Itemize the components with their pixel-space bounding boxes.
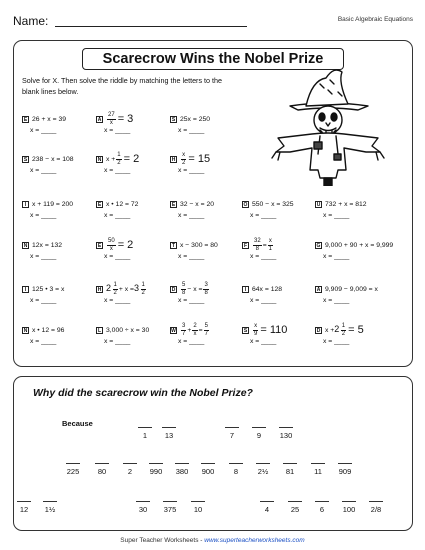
blank-number: 30 bbox=[138, 505, 148, 514]
equation-text: 25x = 250 bbox=[180, 115, 211, 123]
equation-text: 238 − x = 108 bbox=[32, 155, 74, 163]
equation-text: 12x = 132 bbox=[32, 241, 63, 249]
fraction-denominator: 7 bbox=[204, 330, 208, 337]
answer-blank[interactable]: x = ____ bbox=[250, 212, 277, 219]
equation-text: x − 300 = 80 bbox=[180, 241, 218, 249]
name-label: Name: bbox=[13, 14, 49, 28]
blank-number: 2½ bbox=[257, 467, 269, 476]
equation bbox=[315, 197, 367, 211]
riddle-blank[interactable] bbox=[17, 501, 31, 525]
footer bbox=[0, 537, 425, 544]
equation-text: = 110 bbox=[260, 324, 288, 336]
equation-text: 64x = 128 bbox=[252, 285, 283, 293]
blank-line bbox=[66, 463, 80, 464]
riddle-blank[interactable] bbox=[288, 501, 302, 525]
answer-blank[interactable]: x = ____ bbox=[250, 297, 277, 304]
letter-box: U bbox=[316, 201, 321, 208]
equation bbox=[315, 323, 365, 337]
answer-blank[interactable]: x = ____ bbox=[178, 127, 205, 134]
blank-number: 13 bbox=[164, 431, 174, 440]
fraction bbox=[253, 238, 262, 252]
letter-box: G bbox=[316, 242, 321, 249]
equation bbox=[242, 282, 282, 296]
blank-line bbox=[279, 427, 293, 428]
letter-box: I bbox=[22, 201, 29, 208]
blank-number: 130 bbox=[279, 431, 293, 440]
equation bbox=[22, 323, 64, 337]
equation-text: x + bbox=[106, 155, 116, 163]
blank-number: 990 bbox=[149, 467, 163, 476]
letter-box: L bbox=[97, 327, 102, 334]
blank-number: 2 bbox=[127, 467, 133, 476]
fraction-denominator: 2 bbox=[117, 159, 121, 166]
fraction bbox=[181, 323, 186, 337]
letter-box: S bbox=[23, 156, 28, 163]
fraction bbox=[204, 323, 209, 337]
blank-number: 10 bbox=[193, 505, 203, 514]
fraction-denominator: 8 bbox=[204, 289, 208, 296]
riddle-blank[interactable] bbox=[279, 427, 293, 451]
fraction bbox=[107, 238, 116, 252]
letter-box: T bbox=[171, 242, 176, 249]
fraction bbox=[181, 282, 186, 296]
fraction-numerator: x bbox=[182, 152, 186, 158]
name-field[interactable] bbox=[55, 26, 247, 27]
worksheet-title: Scarecrow Wins the Nobel Prize bbox=[82, 48, 344, 70]
equation bbox=[96, 323, 149, 337]
answer-blank[interactable]: x = ____ bbox=[178, 297, 205, 304]
equation-text: = 3 bbox=[117, 113, 134, 125]
blank-number: 380 bbox=[175, 467, 189, 476]
fraction-denominator: 7 bbox=[182, 330, 186, 337]
riddle-blank[interactable] bbox=[260, 501, 274, 525]
equation-text: 9,000 + 90 + x = 9,999 bbox=[325, 241, 394, 249]
answer-blank[interactable]: x = ____ bbox=[30, 297, 57, 304]
answer-blank[interactable]: x = ____ bbox=[178, 167, 205, 174]
blank-number: 81 bbox=[285, 467, 295, 476]
fraction-numerator: 5 bbox=[204, 323, 208, 329]
letter-box: D bbox=[171, 286, 176, 293]
blank-line bbox=[256, 463, 270, 464]
fraction-denominator: 2 bbox=[141, 289, 145, 296]
equation-text: + bbox=[187, 326, 192, 334]
riddle-blank[interactable] bbox=[163, 501, 177, 525]
fraction-numerator: 5 bbox=[182, 282, 186, 288]
blank-number: 900 bbox=[201, 467, 215, 476]
letter-box: A bbox=[316, 286, 321, 293]
letter-box: H bbox=[97, 286, 102, 293]
fraction-numerator: x bbox=[268, 238, 272, 244]
mixed-number bbox=[106, 282, 119, 296]
blank-number: 11 bbox=[314, 467, 322, 476]
blank-line bbox=[283, 463, 297, 464]
blank-line bbox=[136, 501, 150, 502]
answer-blank[interactable]: x = ____ bbox=[104, 212, 131, 219]
answer-blank[interactable]: x = ____ bbox=[30, 212, 57, 219]
equation bbox=[315, 238, 393, 252]
instructions: Solve for X. Then solve the riddle by matching the letters to the blank lines below. bbox=[22, 76, 223, 96]
letter-box: F bbox=[243, 242, 248, 249]
riddle-question: Why did the scarecrow win the Nobel Prize? bbox=[33, 387, 253, 399]
equation bbox=[242, 197, 294, 211]
equation-text: 732 + x = 812 bbox=[325, 200, 367, 208]
answer-blank[interactable]: x = ____ bbox=[30, 167, 57, 174]
blank-number: 80 bbox=[97, 467, 107, 476]
letter-box: A bbox=[97, 116, 102, 123]
equation-text: 32 − x = 20 bbox=[180, 200, 215, 208]
answer-blank[interactable]: x = ____ bbox=[323, 338, 350, 345]
riddle-blank[interactable] bbox=[175, 463, 189, 487]
blank-number: 909 bbox=[338, 467, 352, 476]
equation bbox=[22, 112, 66, 126]
equation bbox=[315, 282, 378, 296]
blank-number: 1 bbox=[142, 431, 148, 440]
blank-number: 25 bbox=[290, 505, 300, 514]
riddle-blank[interactable] bbox=[162, 427, 176, 451]
blank-line bbox=[260, 501, 274, 502]
mixed-number bbox=[134, 282, 147, 296]
answer-blank[interactable]: x = ____ bbox=[30, 338, 57, 345]
letter-box: W bbox=[171, 327, 176, 334]
mixed-number bbox=[334, 323, 347, 337]
fraction bbox=[203, 282, 208, 296]
fraction bbox=[107, 112, 116, 126]
riddle-blank[interactable] bbox=[201, 463, 215, 487]
riddle-blank[interactable] bbox=[66, 463, 80, 487]
equation bbox=[22, 197, 73, 211]
answer-blank[interactable]: x = ____ bbox=[250, 253, 277, 260]
riddle-blank[interactable] bbox=[191, 501, 205, 525]
blank-line bbox=[288, 501, 302, 502]
because-label: Because bbox=[62, 419, 93, 428]
answer-blank[interactable]: x = ____ bbox=[323, 212, 350, 219]
letter-box: E bbox=[171, 201, 176, 208]
equation bbox=[242, 323, 288, 337]
blank-number: 4 bbox=[264, 505, 270, 514]
fraction-denominator: x bbox=[109, 245, 113, 252]
letter-box: N bbox=[97, 156, 102, 163]
equation bbox=[170, 323, 210, 337]
equation bbox=[170, 152, 211, 166]
equation-text: 3,000 ÷ x = 30 bbox=[106, 326, 150, 334]
blank-line bbox=[311, 463, 325, 464]
letter-box: O bbox=[243, 201, 248, 208]
riddle-blank[interactable] bbox=[342, 501, 356, 525]
fraction-denominator: 8 bbox=[182, 289, 186, 296]
blank-line bbox=[201, 463, 215, 464]
equation bbox=[242, 238, 274, 252]
letter-box: E bbox=[97, 201, 102, 208]
equation bbox=[96, 282, 147, 296]
blank-line bbox=[315, 501, 329, 502]
fraction-numerator: 1 bbox=[141, 282, 145, 288]
mixed-whole: 2 bbox=[106, 282, 112, 293]
letter-box: E bbox=[23, 116, 28, 123]
fraction-denominator: 9 bbox=[254, 330, 258, 337]
blank-number: 8 bbox=[233, 467, 239, 476]
answer-blank[interactable]: x = ____ bbox=[178, 253, 205, 260]
equation-text: = 2 bbox=[117, 239, 134, 251]
fraction-denominator: x bbox=[109, 119, 113, 126]
equation-text: x + bbox=[325, 326, 335, 334]
answer-blank[interactable]: x = ____ bbox=[104, 297, 131, 304]
equation bbox=[96, 112, 134, 126]
riddle-blank[interactable] bbox=[225, 427, 239, 451]
fraction bbox=[253, 323, 258, 337]
blank-line bbox=[191, 501, 205, 502]
equation bbox=[96, 197, 138, 211]
answer-blank[interactable]: x = ____ bbox=[323, 297, 350, 304]
riddle-blank[interactable] bbox=[43, 501, 57, 525]
equation bbox=[22, 282, 64, 296]
blank-number: 7 bbox=[229, 431, 235, 440]
blank-number: 9 bbox=[256, 431, 262, 440]
blank-line bbox=[163, 501, 177, 502]
fraction-denominator: 2 bbox=[182, 159, 186, 166]
riddle-blank[interactable] bbox=[283, 463, 297, 487]
letter-box: E bbox=[97, 242, 102, 249]
blank-line bbox=[225, 427, 239, 428]
blank-line bbox=[229, 463, 243, 464]
equation bbox=[170, 197, 214, 211]
fraction-denominator: 8 bbox=[255, 245, 260, 252]
fraction-numerator: 3 bbox=[204, 282, 208, 288]
riddle-blank[interactable] bbox=[338, 463, 352, 487]
fraction-numerator: 1 bbox=[341, 323, 346, 329]
equation-text: = bbox=[262, 241, 267, 249]
equation-text: 9,909 − 9,009 = x bbox=[325, 285, 378, 293]
letter-box: N bbox=[23, 327, 28, 334]
fraction-numerator: 1 bbox=[113, 282, 117, 288]
letter-box: H bbox=[171, 156, 176, 163]
equation bbox=[96, 238, 134, 252]
answer-blank[interactable]: x = ____ bbox=[250, 338, 277, 345]
riddle-blank[interactable] bbox=[369, 501, 383, 525]
fraction-numerator: 50 bbox=[108, 238, 115, 244]
riddle-blank[interactable] bbox=[136, 501, 150, 525]
riddle-blank[interactable] bbox=[311, 463, 325, 487]
header bbox=[13, 14, 413, 30]
fraction bbox=[181, 152, 186, 166]
equation-text: = 5 bbox=[348, 324, 364, 336]
answer-blank[interactable]: x = ____ bbox=[30, 253, 57, 260]
blank-number: 375 bbox=[163, 505, 177, 514]
riddle-blank[interactable] bbox=[95, 463, 109, 487]
riddle-blank[interactable] bbox=[256, 463, 270, 487]
blank-line bbox=[123, 463, 137, 464]
equation-text: = 15 bbox=[188, 153, 211, 165]
blank-number: 100 bbox=[342, 505, 356, 514]
fraction-numerator: 27 bbox=[108, 112, 115, 118]
equation-text: 550 − x = 325 bbox=[252, 200, 294, 208]
blank-number: 2/8 bbox=[370, 505, 382, 514]
blank-line bbox=[338, 463, 352, 464]
equation-text: 125 • 3 = x bbox=[32, 285, 65, 293]
equation-text: = bbox=[198, 326, 203, 334]
blank-line bbox=[252, 427, 266, 428]
fraction-denominator: 2 bbox=[341, 330, 346, 337]
blank-number: 6 bbox=[319, 505, 325, 514]
blank-line bbox=[342, 501, 356, 502]
fraction bbox=[341, 323, 346, 337]
fraction bbox=[116, 152, 121, 166]
equation-text: − x = bbox=[187, 285, 203, 293]
fraction-denominator: 1 bbox=[268, 245, 273, 252]
blank-line bbox=[162, 427, 176, 428]
mixed-whole: 2 bbox=[334, 323, 340, 334]
fraction bbox=[113, 282, 118, 296]
answer-blank[interactable]: x = ____ bbox=[104, 167, 131, 174]
riddle-blank[interactable] bbox=[138, 427, 152, 451]
scarecrow-illustration bbox=[268, 66, 388, 186]
fraction-numerator: 2 bbox=[193, 323, 197, 329]
riddle-blank[interactable] bbox=[149, 463, 163, 487]
fraction-numerator: 3 bbox=[182, 323, 186, 329]
letter-box: N bbox=[23, 242, 28, 249]
riddle-blank[interactable] bbox=[315, 501, 329, 525]
fraction bbox=[141, 282, 146, 296]
equation bbox=[170, 282, 210, 296]
equation bbox=[170, 112, 210, 126]
equation-text: x • 12 = 72 bbox=[106, 200, 139, 208]
equation-text: x + 119 = 200 bbox=[32, 200, 74, 208]
fraction-denominator: x bbox=[193, 330, 197, 337]
equation bbox=[22, 152, 74, 166]
equation bbox=[170, 238, 218, 252]
equation-text: 26 + x = 39 bbox=[32, 115, 67, 123]
blank-line bbox=[17, 501, 31, 502]
answer-blank[interactable]: x = ____ bbox=[323, 253, 350, 260]
answer-blank[interactable]: x = ____ bbox=[104, 127, 131, 134]
blank-number: 1½ bbox=[44, 505, 56, 514]
riddle-blank[interactable] bbox=[229, 463, 243, 487]
fraction-numerator: 1 bbox=[117, 152, 121, 158]
equation bbox=[22, 238, 62, 252]
answer-blank[interactable]: x = ____ bbox=[178, 212, 205, 219]
footer-link[interactable]: www.superteacherworksheets.com bbox=[204, 537, 305, 544]
letter-box: S bbox=[243, 327, 248, 334]
fraction-numerator: 32 bbox=[254, 238, 261, 244]
letter-box: I bbox=[22, 286, 29, 293]
riddle-blank[interactable] bbox=[252, 427, 266, 451]
equation-text: = 2 bbox=[123, 153, 140, 165]
equation-text: x • 12 = 96 bbox=[32, 326, 65, 334]
letter-box: D bbox=[316, 327, 321, 334]
blank-line bbox=[175, 463, 189, 464]
equation-text: + x = bbox=[118, 285, 134, 293]
fraction-numerator: x bbox=[254, 323, 258, 329]
blank-line bbox=[43, 501, 57, 502]
riddle-blank[interactable] bbox=[123, 463, 137, 487]
equation bbox=[96, 152, 140, 166]
letter-box: S bbox=[171, 116, 176, 123]
blank-line bbox=[149, 463, 163, 464]
blank-line bbox=[138, 427, 152, 428]
answer-blank[interactable]: x = ____ bbox=[178, 338, 205, 345]
subject-label: Basic Algebraic Equations bbox=[337, 16, 413, 23]
letter-box: I bbox=[242, 286, 249, 293]
footer-brand: Super Teacher Worksheets - bbox=[120, 537, 205, 544]
answer-blank[interactable]: x = ____ bbox=[30, 127, 57, 134]
fraction-denominator: 2 bbox=[113, 289, 117, 296]
answer-blank[interactable]: x = ____ bbox=[104, 338, 131, 345]
blank-number: 12 bbox=[19, 505, 29, 514]
answer-blank[interactable]: x = ____ bbox=[104, 253, 131, 260]
fraction bbox=[192, 323, 197, 337]
mixed-whole: 3 bbox=[133, 282, 139, 293]
blank-line bbox=[95, 463, 109, 464]
fraction bbox=[268, 238, 273, 252]
blank-number: 225 bbox=[66, 467, 80, 476]
blank-line bbox=[369, 501, 383, 502]
